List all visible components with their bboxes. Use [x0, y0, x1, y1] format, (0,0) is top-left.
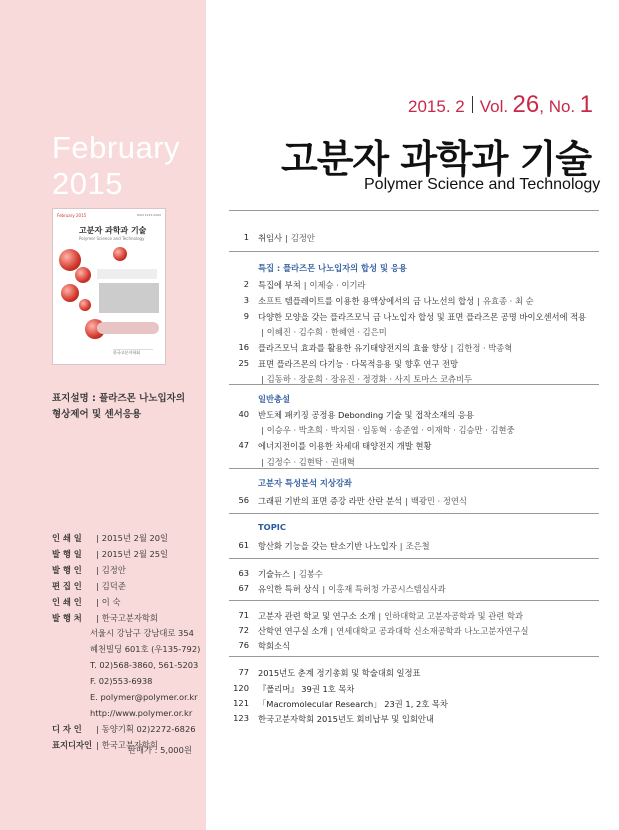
toc-author: 이제승 · 이기라 [309, 280, 366, 290]
divider [229, 558, 599, 559]
toc-title: 『폴리머』 39권 1호 목차 [258, 684, 355, 694]
section-heading: TOPIC [258, 522, 286, 532]
toc-title: 다양한 모양을 갖는 플라즈모닉 금 나노입자 합성 및 표면 플라즈몬 공명 바이오센서에 적용 [258, 312, 587, 322]
divider [229, 513, 599, 514]
toc-sep: | [477, 296, 480, 306]
toc-sep: | [261, 327, 264, 337]
cover-header-right: ISSN 1225-0260 [136, 213, 161, 217]
toc-page: 76 [238, 640, 249, 650]
toc-page: 61 [238, 540, 249, 550]
toc-author: 백광민 · 정연식 [410, 496, 467, 506]
colophon-sep: | [96, 564, 99, 575]
toc-page: 72 [238, 625, 249, 635]
toc-author: 이혜진 · 김수희 · 한혜연 · 김은미 [266, 327, 387, 337]
colophon-label: 발 행 처 [52, 612, 82, 623]
toc-page: 16 [238, 342, 249, 352]
colophon-label: 발 행 인 [52, 564, 82, 575]
colophon-value: 김덕준 [101, 580, 126, 591]
colophon-row [52, 595, 200, 611]
toc-author: 조은철 [405, 541, 430, 551]
toc-sep: | [261, 425, 264, 435]
colophon-row [52, 563, 200, 579]
colophon-label: 인 쇄 일 [52, 533, 82, 543]
section-heading: 일반총설 [258, 394, 291, 404]
caption-line-2: 형상제어 및 센서응용 [52, 409, 142, 420]
toc-author: 이홍재 특허청 가공시스템심사과 [328, 584, 446, 594]
colophon-sep: | [96, 612, 99, 623]
toc-sep: | [303, 280, 307, 290]
toc-page: 3 [243, 295, 249, 305]
cover-molecule-2 [75, 267, 91, 283]
section-heading: 고분자 특성분석 지상강좌 [258, 478, 352, 488]
toc-author: 김봉수 [298, 569, 323, 579]
toc-author: 김정수 · 김현탁 · 권대혁 [266, 457, 355, 467]
toc-author: 인하대학교 고분자공학과 및 관련 학과 [384, 611, 523, 621]
caption-line-1: 표지설명 : 플라즈몬 나노입자의 [52, 393, 186, 404]
toc-author: 유효종 · 최 순 [483, 296, 534, 306]
cover-photos [99, 283, 159, 313]
toc-title: 항산화 기능을 갖는 탄소기반 나노입자 [258, 541, 397, 551]
colophon-sep: | [96, 596, 99, 607]
divider [229, 468, 599, 469]
toc-title: 한국고분자학회 2015년도 회비납부 및 입회안내 [258, 714, 434, 724]
colophon-sep: | [96, 723, 99, 734]
toc-author: 이승우 · 박초희 · 박지원 · 임동혁 · 송준엽 · 이재학 · 김승만 · 김현중 [266, 425, 515, 435]
toc-page: 9 [243, 311, 249, 321]
divider [229, 600, 599, 601]
toc-page: 56 [238, 495, 249, 505]
colophon-label: 디 자 인 [52, 723, 82, 734]
issue-month [52, 130, 180, 202]
journal-title-english: Polymer Science and Technology [364, 176, 601, 193]
divider [229, 251, 599, 252]
toc-author-cont [258, 456, 355, 468]
cover-band [97, 269, 157, 279]
issue-number: 1 [579, 91, 593, 118]
toc-text [258, 540, 430, 552]
toc-page: 123 [233, 713, 249, 723]
toc-sep: | [399, 541, 403, 551]
colophon-label: 발 행 일 [52, 548, 82, 559]
volume-number: 26 [512, 91, 540, 118]
toc-page: 71 [238, 610, 249, 620]
email-line[interactable]: E. polymer@polymer.or.kr [90, 692, 198, 703]
toc-text [258, 495, 467, 507]
toc-page: 40 [238, 409, 249, 419]
toc-page: 120 [233, 683, 249, 693]
toc-page: 77 [238, 667, 249, 677]
colophon-value: 이 숙 [101, 596, 121, 607]
issue-info [408, 91, 593, 119]
colophon-sep: | [96, 739, 99, 750]
toc-title: 플라즈모닉 효과를 활용한 유기태양전지의 효율 향상 [258, 343, 448, 353]
toc-sep: | [285, 233, 288, 243]
colophon-value: 김정안 [101, 564, 126, 575]
cover-molecule-6 [113, 247, 127, 261]
toc-title: 반도체 패키징 공정용 Debonding 기술 및 접착소재의 응용 [258, 410, 474, 420]
cover-subtitle: Polymer Science and Technology [79, 236, 145, 241]
toc-sep: | [322, 584, 326, 594]
toc-title: 특집에 부쳐 [258, 280, 301, 290]
toc-author: 김정안 [290, 233, 315, 243]
cover-header-left: February 2015 [57, 213, 87, 218]
colophon-row [52, 579, 200, 595]
divider-bar [472, 96, 473, 113]
toc-title: 에너지전이를 이용한 차세대 태양전지 개발 현황 [258, 441, 432, 451]
toc-page: 121 [233, 698, 249, 708]
volume-label: Vol. [479, 97, 509, 116]
toc-title: 유익한 특허 상식 [258, 584, 320, 594]
toc-text [258, 568, 323, 580]
colophon-value: 한국고분자학회 [101, 612, 158, 623]
toc-title: 그래핀 기반의 표면 증강 라만 산란 분석 [258, 496, 403, 506]
toc-author-cont [258, 424, 515, 436]
toc-text [258, 342, 512, 354]
colophon-value: 한국고분자학회 [101, 739, 158, 750]
toc-sep: | [450, 343, 454, 353]
toc-text [258, 610, 523, 622]
toc-page: 2 [243, 279, 249, 289]
toc-sep: | [293, 569, 296, 579]
toc-author-cont [258, 326, 387, 338]
toc-title: 고분자 관련 학교 및 연구소 소개 [258, 611, 376, 621]
address-line: 혜천빌딩 601호 (우135-792) [90, 644, 201, 655]
toc-title: 기술뉴스 [258, 569, 291, 579]
colophon-value: 2015년 2월 20일 [101, 533, 169, 543]
fax-line: F. 02)553-6938 [90, 676, 153, 687]
toc-title: 산학연 연구실 소개 [258, 626, 328, 636]
journal-title: 고분자 과학과 기술 [281, 137, 592, 181]
toc-title: 표면 플라즈몬의 다기능 · 다목적응용 및 향후 연구 전망 [258, 359, 459, 369]
cover-publisher: 한국고분자학회 [113, 349, 153, 358]
cover-molecule-3 [61, 284, 79, 302]
toc-title: 취임사 [258, 233, 283, 243]
toc-text [258, 279, 366, 291]
toc-title: 학회소식 [258, 641, 291, 651]
year-label: 2015 [52, 166, 123, 201]
price-label: 판매가 : 5,000원 [128, 745, 192, 755]
colophon [52, 531, 200, 754]
toc-title: 소프트 템플레이트를 이용한 용액상에서의 금 나노선의 합성 [258, 296, 475, 306]
divider [229, 210, 599, 211]
toc-page: 25 [238, 358, 249, 368]
colophon-label: 편 집 인 [52, 580, 82, 591]
website-link[interactable]: http://www.polymer.or.kr [90, 707, 193, 718]
toc-page: 47 [238, 440, 249, 450]
colophon-row [52, 531, 200, 547]
colophon-value: 동양기획 02)2272-6826 [101, 723, 196, 734]
section-heading: 특집 : 플라즈몬 나노입자의 합성 및 응용 [258, 263, 407, 273]
toc-author: 김한정 · 박종혁 [456, 343, 513, 353]
toc-page: 67 [238, 583, 249, 593]
toc-author: 김동하 · 장윤희 · 장유진 · 정경화 · 사지 토마스 코츄비두 [266, 374, 473, 384]
toc-sep: | [261, 374, 264, 384]
cover-title: 고분자 과학과 기술 [79, 226, 147, 235]
toc-text [258, 625, 528, 637]
cover-caption [52, 391, 202, 423]
toc-sep: | [378, 611, 382, 621]
divider [229, 656, 599, 657]
colophon-sep: | [96, 533, 99, 543]
colophon-label: 인 쇄 인 [52, 596, 82, 607]
divider [229, 384, 599, 385]
toc-page: 1 [243, 232, 249, 242]
colophon-row [52, 722, 200, 738]
colophon-label: 표지디자인 [52, 739, 93, 750]
month-label: February [52, 130, 181, 165]
toc-sep: | [405, 496, 408, 506]
cover-molecule-4 [79, 299, 91, 311]
toc-title: 2015년도 춘계 정기총회 및 학술대회 일정표 [258, 668, 421, 678]
colophon-sep: | [96, 548, 99, 559]
address-line: 서울시 강남구 강남대로 354 [90, 628, 194, 639]
toc-page: 63 [238, 568, 249, 578]
colophon-sep: | [96, 580, 99, 591]
toc-text [258, 583, 446, 595]
toc-text [258, 295, 534, 307]
colophon-value: 2015년 2월 25일 [101, 548, 169, 559]
number-label: , No. [539, 97, 576, 116]
cover-pill [97, 322, 159, 334]
toc-text [258, 232, 315, 244]
colophon-row [52, 547, 200, 563]
phone-line: T. 02)568-3860, 561-5203 [90, 660, 199, 671]
toc-title: 「Macromolecular Research」 23권 1, 2호 목차 [258, 699, 448, 709]
issue-date: 2015. 2 [408, 97, 465, 116]
toc-sep: | [261, 457, 264, 467]
colophon-row [52, 611, 200, 627]
toc-sep: | [330, 626, 334, 636]
toc-author: 연세대학교 공과대학 신소재공학과 나노고분자연구실 [336, 626, 529, 636]
cover-thumbnail[interactable] [52, 208, 166, 365]
